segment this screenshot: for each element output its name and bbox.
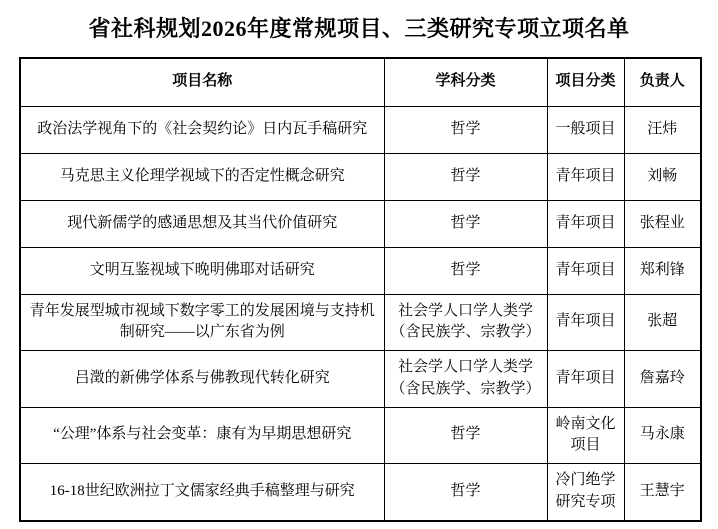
cell-name: “公理”体系与社会变革：康有为早期思想研究 [20,407,384,464]
cell-name: 文明互鉴视域下晚明佛耶对话研究 [20,247,384,294]
cell-leader: 汪炜 [624,106,701,153]
cell-discipline: 哲学 [384,200,547,247]
table-row [20,351,701,408]
cell-category: 岭南文化项目 [547,407,624,464]
header-project-category: 项目分类 [547,58,624,106]
table-row [20,407,701,464]
table-row [20,464,701,521]
header-row [20,58,701,106]
cell-category: 青年项目 [547,351,624,408]
page-title: 省社科规划2026年度常规项目、三类研究专项立项名单 [88,16,630,41]
table-body [20,106,701,521]
cell-category: 青年项目 [547,247,624,294]
cell-category: 冷门绝学研究专项 [547,464,624,521]
table-row [20,294,701,351]
cell-leader: 王慧宇 [624,464,701,521]
cell-name: 马克思主义伦理学视域下的否定性概念研究 [20,153,384,200]
cell-discipline: 哲学 [384,247,547,294]
cell-name: 政治法学视角下的《社会契约论》日内瓦手稿研究 [20,106,384,153]
table-row [20,153,701,200]
header-project-name: 项目名称 [20,58,384,106]
cell-discipline: 哲学 [384,407,547,464]
table-row [20,200,701,247]
table-row [20,247,701,294]
cell-category: 一般项目 [547,106,624,153]
cell-discipline: 哲学 [384,106,547,153]
cell-name: 现代新儒学的感通思想及其当代价值研究 [20,200,384,247]
cell-leader: 张超 [624,294,701,351]
cell-category: 青年项目 [547,294,624,351]
cell-category: 青年项目 [547,153,624,200]
table-row [20,106,701,153]
cell-discipline: 社会学人口学人类学（含民族学、宗教学） [384,351,547,408]
cell-leader: 郑利锋 [624,247,701,294]
cell-leader: 马永康 [624,407,701,464]
cell-leader: 詹嘉玲 [624,351,701,408]
projects-table [19,57,702,522]
header-leader: 负责人 [624,58,701,106]
cell-discipline: 哲学 [384,153,547,200]
cell-category: 青年项目 [547,200,624,247]
cell-leader: 张程业 [624,200,701,247]
table-header [20,58,701,106]
cell-discipline: 哲学 [384,464,547,521]
cell-name: 青年发展型城市视域下数字零工的发展困境与支持机制研究——以广东省为例 [20,294,384,351]
cell-discipline: 社会学人口学人类学（含民族学、宗教学） [384,294,547,351]
cell-name: 16-18世纪欧洲拉丁文儒家经典手稿整理与研究 [20,464,384,521]
header-discipline: 学科分类 [384,58,547,106]
cell-leader: 刘畅 [624,153,701,200]
cell-name: 吕澂的新佛学体系与佛教现代转化研究 [20,351,384,408]
